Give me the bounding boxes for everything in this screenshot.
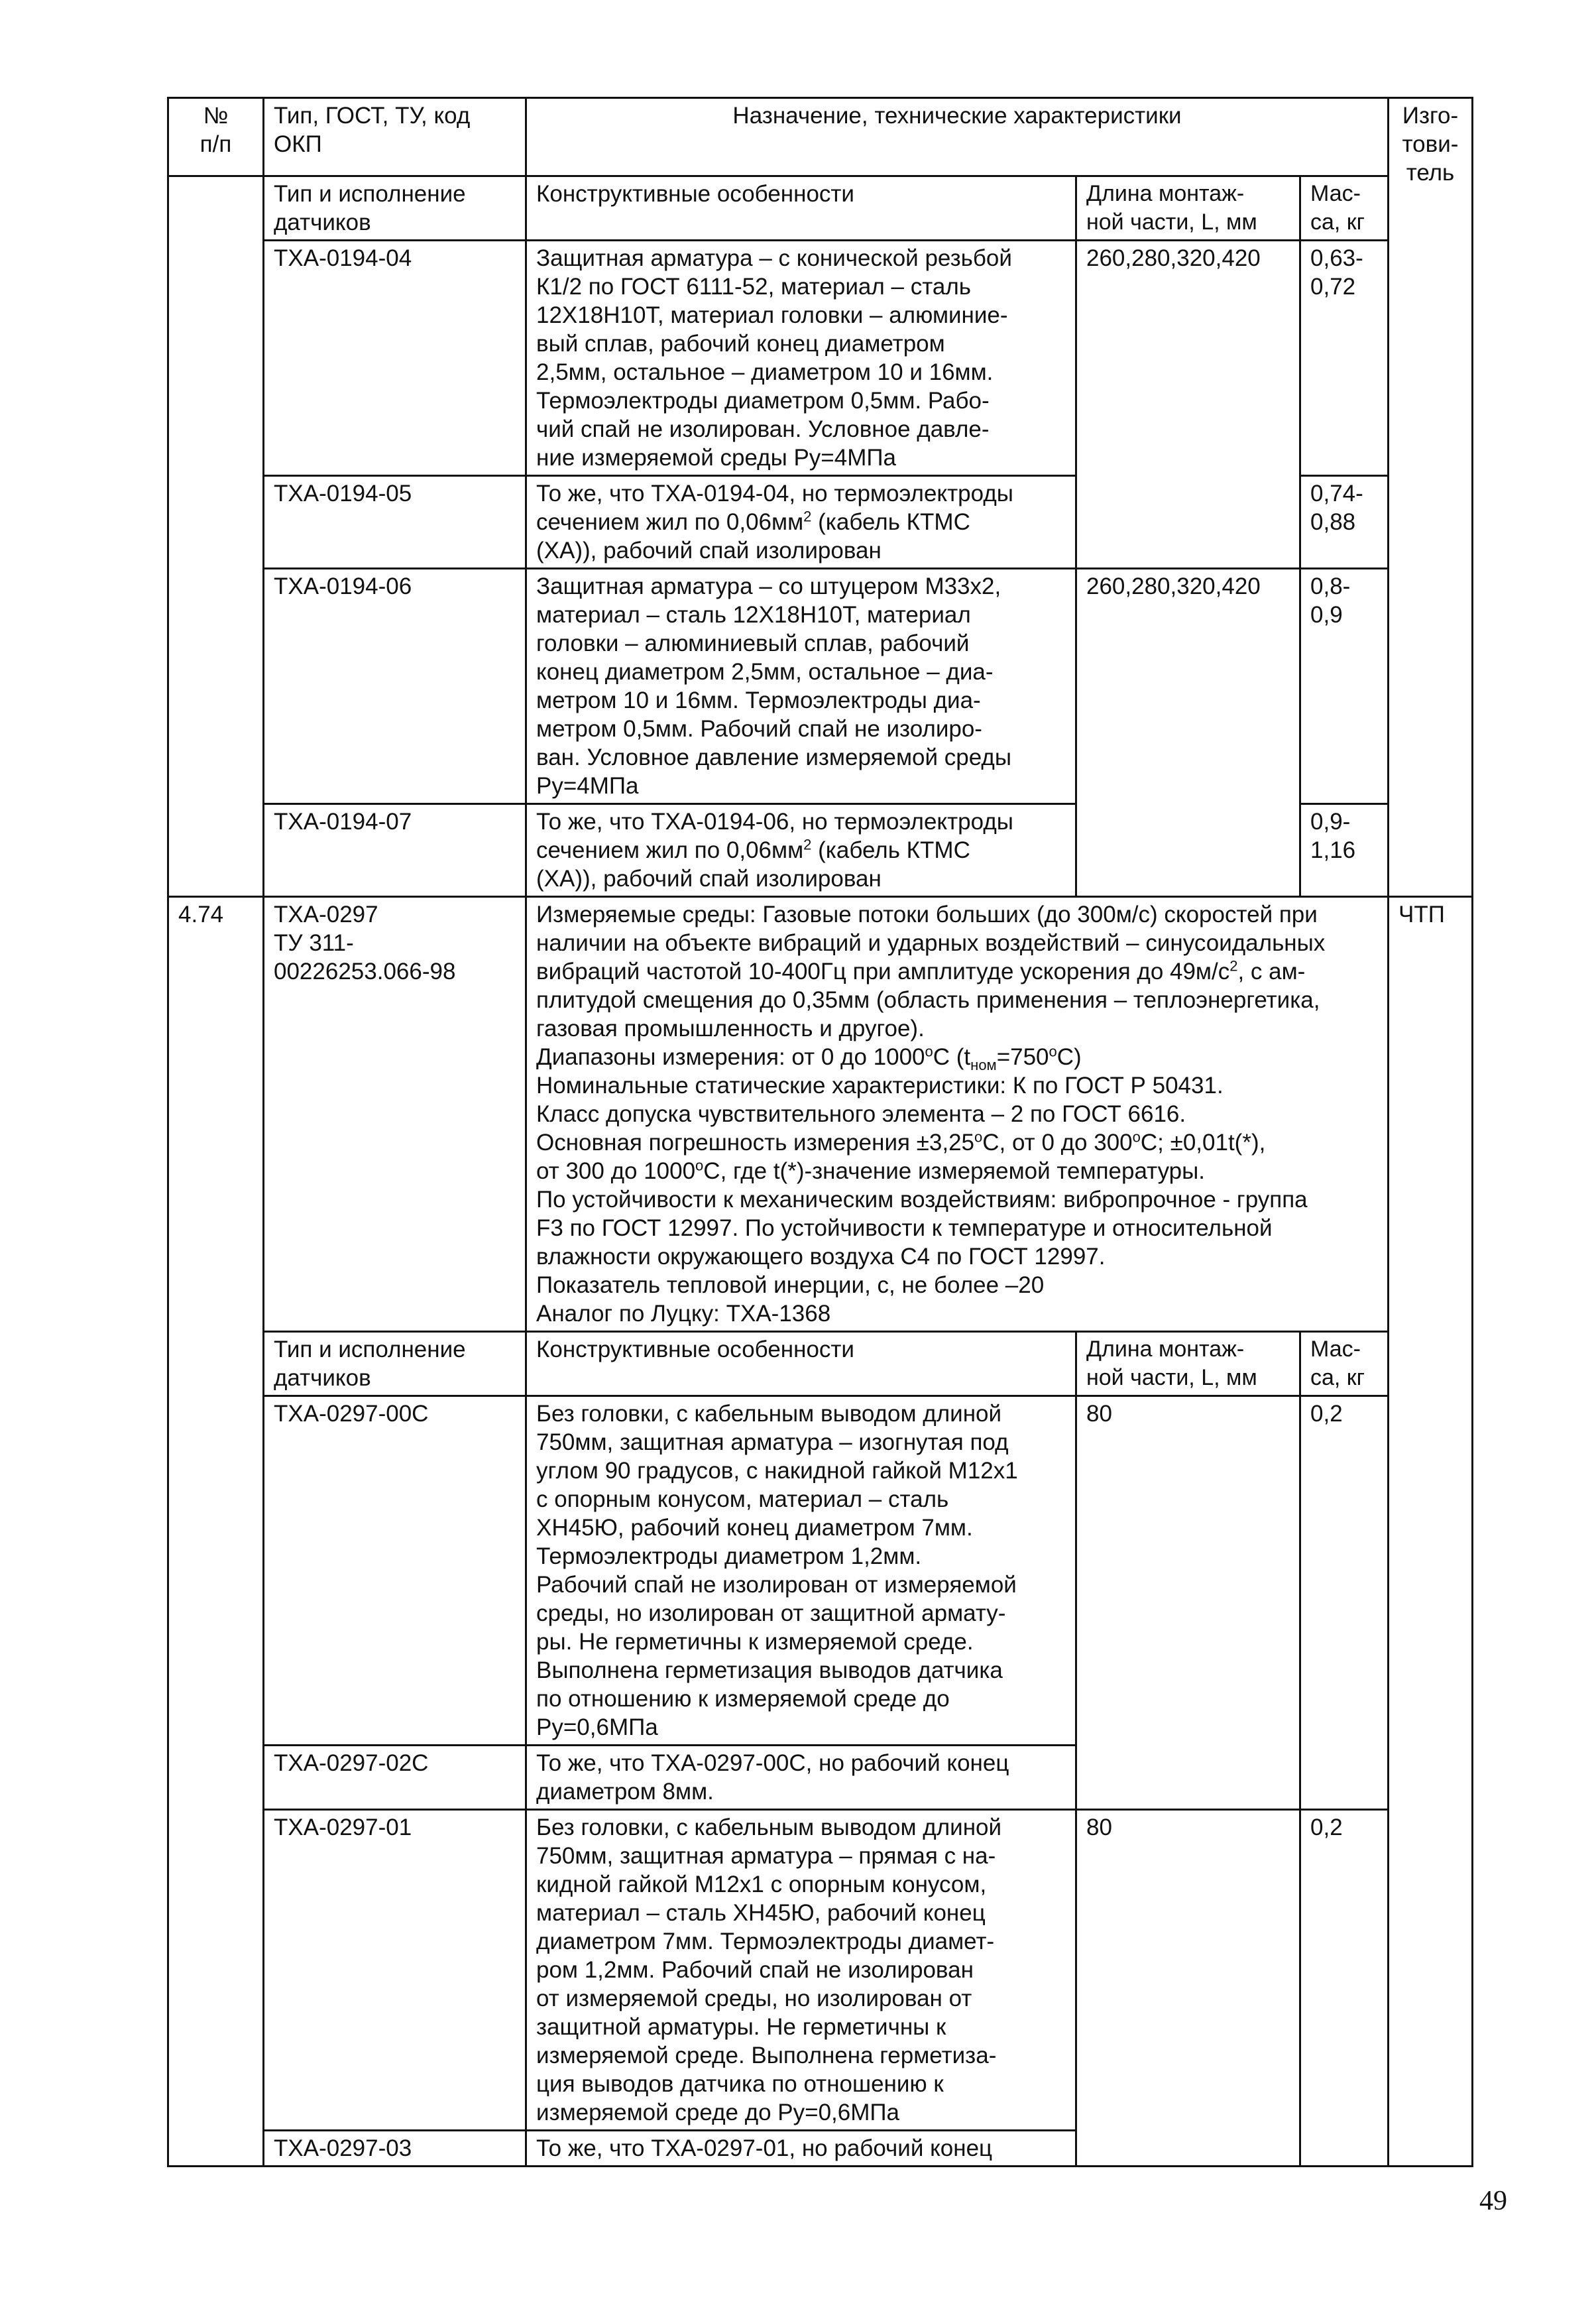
desc-line: газовая промышленность и другое). [536,1016,925,1041]
entry-number: 4.74 [168,897,264,2167]
mass-line: 0,9 [1310,602,1343,628]
design-line: Ру=0,6МПа [536,1714,658,1740]
desc-line: наличии на объекте вибраций и ударных воздействий – синусоидальных [536,930,1326,956]
header-maker-line: тови- [1402,131,1459,157]
sub-header-mass-line: Мас- [1310,1337,1361,1362]
desc-text: С; ±0,01t(*), [1140,1130,1266,1156]
desc-text: С, где t(*)-значение измеряемой температуры. [703,1158,1206,1184]
design-text: сечением жил по 0,06мм [536,509,804,535]
superscript: 2 [1229,957,1238,975]
superscript: 2 [803,836,812,853]
design-line: Ру=4МПа [536,773,639,799]
design-line: диаметром 7мм. Термоэлектроды диамет- [536,1929,995,1954]
entry-description [526,897,1389,1332]
header-number-line: № [203,103,229,129]
desc-text: С (t [933,1044,971,1070]
design-line: ром 1,2мм. Рабочий спай не изолирован [536,1957,974,1983]
design-line: диаметром 8мм. [536,1779,714,1805]
sub-header-mass-line: са, кг [1310,209,1365,235]
header-maker-line: Изго- [1402,103,1459,129]
superscript: о [925,1043,933,1060]
mass-cell: 0,2 [1300,1810,1389,2167]
design-text: сечением жил по 0,06мм [536,837,804,863]
sub-header-row [168,176,1473,241]
design-line: Без головки, с кабельным выводом длиной [536,1401,1002,1427]
header-type-line: Тип, ГОСТ, ТУ, код [274,103,471,129]
desc-line: Аналог по Луцку: ТХА-1368 [536,1301,831,1327]
design-line: Рабочий спай не изолирован от измеряемой [536,1572,1017,1598]
sub-header-type-line: Тип и исполнение [274,1337,466,1362]
sub-header-type [264,176,526,241]
sub-header-type [264,1332,526,1396]
header-purpose: Назначение, технические характеристики [526,98,1389,176]
design-line: (ХА)), рабочий спай изолирован [536,866,882,892]
desc-line: влажности окружающего воздуха С4 по ГОСТ 12997. [536,1244,1106,1270]
design-line: 2,5мм, остальное – диаметром 10 и 16мм. [536,359,994,385]
design-line: То же, что ТХА-0194-06, но термоэлектроды [536,809,1013,835]
design-line: Выполнена герметизация выводов датчика [536,1657,1003,1683]
sub-header-length [1076,176,1300,241]
design-cell [526,804,1076,897]
design-line: 12Х18Н10Т, материал головки – алюминие- [536,302,1008,328]
design-line: углом 90 градусов, с накидной гайкой М12х1 [536,1458,1018,1484]
entry-type-line: 00226253.066-98 [274,959,456,984]
design-text: (кабель КТМС [811,509,970,535]
mass-cell [1300,241,1389,476]
design-line: вый сплав, рабочий конец диаметром [536,331,945,357]
superscript: о [1132,1128,1141,1146]
design-text: (кабель КТМС [811,837,970,863]
desc-line [536,1043,1378,1071]
design-line: К1/2 по ГОСТ 6111-52, материал – сталь [536,274,971,300]
design-line: Термоэлектроды диаметром 0,5мм. Рабо- [536,388,990,414]
sub-header-mass [1300,1332,1389,1396]
subscript: ном [970,1057,997,1073]
type-cell: ТХА-0297-02С [264,1746,526,1810]
design-line: измеряемой среде. Выполнена герметиза- [536,2043,997,2068]
design-line: (ХА)), рабочий спай изолирован [536,538,882,564]
design-line [536,836,1066,864]
design-line: Защитная арматура – со штуцером М33х2, [536,573,1001,599]
type-cell: ТХА-0297-01 [264,1810,526,2131]
design-cell [526,2131,1076,2167]
header-type-line: ОКП [274,131,322,157]
header-number [168,98,264,176]
design-line: метром 0,5мм. Рабочий спай не изолиро- [536,716,982,742]
table-header-row [168,98,1473,176]
type-cell: ТХА-0194-05 [264,476,526,569]
design-line: кидной гайкой М12х1 с опорным конусом, [536,1872,987,1897]
sub-header-length-line: Длина монтаж- [1086,1337,1245,1362]
design-cell [526,1396,1076,1746]
design-line: чий спай не изолирован. Условное давле- [536,416,990,442]
desc-line: По устойчивости к механическим воздействиям: вибропрочное - группа [536,1187,1308,1213]
design-line: 750мм, защитная арматура – изогнутая под [536,1429,1009,1455]
design-line: ван. Условное давление измеряемой среды [536,744,1011,770]
header-number-line: п/п [200,131,232,157]
sub-header-length [1076,1332,1300,1396]
superscript: 2 [803,508,812,525]
design-line: ХН45Ю, рабочий конец диаметром 7мм. [536,1515,973,1541]
superscript: о [695,1157,704,1174]
design-line: по отношению к измеряемой среде до [536,1686,950,1712]
desc-line [536,957,1378,986]
desc-line: плитудой смещения до 0,35мм (область применения – теплоэнергетика, [536,987,1320,1013]
sub-header-design: Конструктивные особенности [526,1332,1076,1396]
entry-type-line: ТХА-0297 [274,902,378,927]
header-maker [1389,98,1473,897]
sub-header-type-line: датчиков [274,1365,371,1391]
desc-text: , с ам- [1237,959,1306,984]
design-line: от измеряемой среды, но изолирован от [536,1986,972,2011]
entry-maker: ЧТП [1389,897,1473,2167]
desc-line: Класс допуска чувствительного элемента – 2 по ГОСТ 6616. [536,1101,1186,1127]
design-line: среды, но изолирован от защитной армату- [536,1600,1006,1626]
desc-line: F3 по ГОСТ 12997. По устойчивости к температуре и относительной [536,1215,1273,1241]
design-line: То же, что ТХА-0297-00С, но рабочий конец [536,1750,1009,1776]
mass-line: 0,74- [1310,481,1363,506]
superscript: о [974,1128,983,1146]
length-cell: 260,280,320,420 [1076,241,1300,569]
entry-type-line: ТУ 311- [274,930,354,956]
desc-line: Показатель тепловой инерции, с, не более –20 [536,1272,1045,1298]
sub-header-length-line: Длина монтаж- [1086,181,1245,206]
design-line: защитной арматуры. Не герметичны к [536,2014,946,2040]
design-line: Термоэлектроды диаметром 1,2мм. [536,1543,922,1569]
length-cell: 260,280,320,420 [1076,569,1300,897]
sub-header-row [168,1332,1473,1396]
sub-header-mass-line: Мас- [1310,181,1361,206]
desc-text: С, от 0 до 300 [982,1130,1133,1156]
type-cell: ТХА-0297-03 [264,2131,526,2167]
design-line: 750мм, защитная арматура – прямая с на- [536,1843,996,1869]
mass-line: 1,16 [1310,837,1356,863]
header-maker-line: тель [1406,160,1455,186]
page-number: 49 [1479,2186,1507,2216]
mass-line: 0,72 [1310,274,1356,300]
desc-text: =750 [996,1044,1049,1070]
desc-line: Номинальные статические характеристики: К по ГОСТ Р 50431. [536,1073,1224,1099]
design-cell [526,241,1076,476]
type-cell: ТХА-0194-07 [264,804,526,897]
design-line: То же, что ТХА-0194-04, но термоэлектроды [536,481,1013,506]
design-cell [526,476,1076,569]
table-row [168,569,1473,804]
design-line [536,508,1066,536]
mass-cell [1300,569,1389,804]
design-line: ры. Не герметичны к измеряемой среде. [536,1629,974,1655]
spec-table [167,97,1473,2167]
design-line: То же, что ТХА-0297-01, но рабочий конец [536,2135,993,2161]
mass-cell [1300,804,1389,897]
superscript: о [1049,1043,1057,1060]
design-cell [526,1746,1076,1810]
table-row [168,241,1473,476]
design-cell [526,1810,1076,2131]
desc-text: от 300 до 1000 [536,1158,696,1184]
design-line: Защитная арматура – с конической резьбой [536,245,1012,271]
mass-cell [1300,476,1389,569]
mass-line: 0,8- [1310,573,1351,599]
desc-line [536,1128,1378,1157]
mass-line: 0,88 [1310,509,1356,535]
entry-type [264,897,526,1332]
desc-text: вибраций частотой 10-400Гц при амплитуде ускорения до 49м/с [536,959,1230,984]
desc-line: Измеряемые среды: Газовые потоки больших (до 300м/с) скоростей при [536,902,1318,927]
sub-header-length-line: ной части, L, мм [1086,209,1257,235]
design-line: Без головки, с кабельным выводом длиной [536,1815,1002,1840]
design-line: ция выводов датчика по отношению к [536,2071,944,2097]
design-cell [526,569,1076,804]
desc-text: С) [1056,1044,1082,1070]
sub-header-mass-line: са, кг [1310,1365,1365,1390]
sub-header-mass [1300,176,1389,241]
desc-text: Основная погрешность измерения ±3,25 [536,1130,975,1156]
design-line: материал – сталь ХН45Ю, рабочий конец [536,1900,986,1926]
mass-line: 0,63- [1310,245,1363,271]
design-line: головки – алюминиевый сплав, рабочий [536,630,970,656]
table-row [168,1396,1473,1746]
length-cell: 80 [1076,1396,1300,1810]
entry-row [168,897,1473,1332]
design-line: материал – сталь 12Х18Н10Т, материал [536,602,971,628]
mass-cell: 0,2 [1300,1396,1389,1810]
type-cell: ТХА-0297-00С [264,1396,526,1746]
desc-text: Диапазоны измерения: от 0 до 1000 [536,1044,925,1070]
design-line: конец диаметром 2,5мм, остальное – диа- [536,659,994,685]
type-cell: ТХА-0194-06 [264,569,526,804]
design-line: метром 10 и 16мм. Термоэлектроды диа- [536,687,981,713]
design-line: с опорным конусом, материал – сталь [536,1486,949,1512]
design-line: измеряемой среде до Ру=0,6МПа [536,2100,900,2125]
sub-header-length-line: ной части, L, мм [1086,1365,1257,1390]
design-line: ние измеряемой среды Ру=4МПа [536,445,896,471]
sub-header-design: Конструктивные особенности [526,176,1076,241]
sub-header-type-line: датчиков [274,209,371,235]
sub-header-type-line: Тип и исполнение [274,181,466,207]
number-cell-empty [168,176,264,897]
table-row [168,1810,1473,2131]
desc-line [536,1157,1378,1185]
length-cell: 80 [1076,1810,1300,2167]
header-type [264,98,526,176]
mass-line: 0,9- [1310,809,1351,835]
type-cell: ТХА-0194-04 [264,241,526,476]
